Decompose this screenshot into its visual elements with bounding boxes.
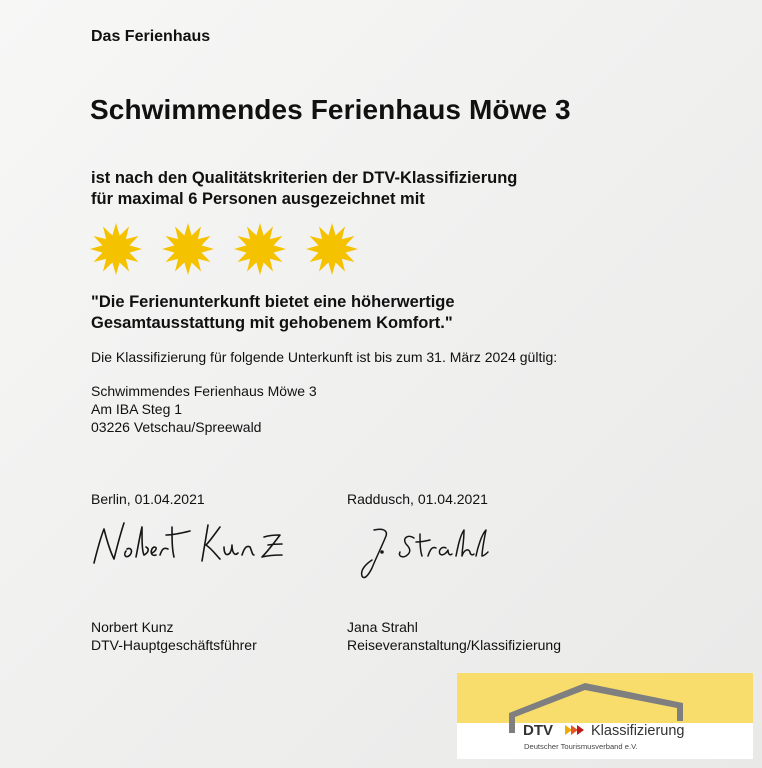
left-signatory-name: Norbert Kunz bbox=[91, 619, 174, 635]
address-block bbox=[91, 382, 317, 436]
logo-subtitle: Deutscher Tourismusverband e.V. bbox=[524, 742, 638, 751]
left-signatory bbox=[91, 618, 257, 654]
quote-line-2: Gesamtausstattung mit gehobenem Komfort." bbox=[91, 314, 453, 332]
star-icon bbox=[305, 222, 359, 276]
signature-jana-strahl bbox=[360, 524, 500, 591]
address-city: 03226 Vetschau/Spreewald bbox=[91, 419, 262, 435]
right-signatory-name: Jana Strahl bbox=[347, 619, 418, 635]
right-signatory bbox=[347, 618, 561, 654]
intro-text: Das Ferienhaus bbox=[91, 28, 211, 45]
star-icon bbox=[161, 222, 215, 276]
logo-label: Klassifizierung bbox=[591, 723, 685, 739]
address-name: Schwimmendes Ferienhaus Möwe 3 bbox=[91, 383, 317, 399]
dtv-logo bbox=[457, 673, 753, 759]
left-place-date: Berlin, 01.04.2021 bbox=[91, 491, 205, 507]
criteria-text bbox=[91, 168, 517, 210]
right-signatory-role: Reiseveranstaltung/Klassifizierung bbox=[347, 637, 561, 653]
property-title: Schwimmendes Ferienhaus Möwe 3 bbox=[90, 94, 571, 125]
criteria-line-1: ist nach den Qualitätskriterien der DTV-Klassifizierung bbox=[91, 169, 518, 187]
address-street: Am IBA Steg 1 bbox=[91, 401, 183, 417]
star-icon bbox=[233, 222, 287, 276]
signature-norbert-kunz bbox=[90, 517, 310, 574]
left-signatory-role: DTV-Hauptgeschäftsführer bbox=[91, 637, 257, 653]
star-icon bbox=[89, 222, 143, 276]
criteria-line-2: für maximal 6 Personen ausgezeichnet mit bbox=[91, 190, 425, 208]
validity-text: Die Klassifizierung für folgende Unterkunft ist bis zum 31. März 2024 gültig: bbox=[91, 349, 558, 365]
svg-text:DTV bbox=[523, 722, 553, 739]
star-rating bbox=[89, 222, 359, 276]
classification-quote bbox=[91, 292, 455, 334]
quote-line-1: "Die Ferienunterkunft bietet eine höherwertige bbox=[91, 293, 455, 311]
right-place-date: Raddusch, 01.04.2021 bbox=[347, 491, 488, 507]
logo-brand: DTV bbox=[523, 722, 553, 739]
